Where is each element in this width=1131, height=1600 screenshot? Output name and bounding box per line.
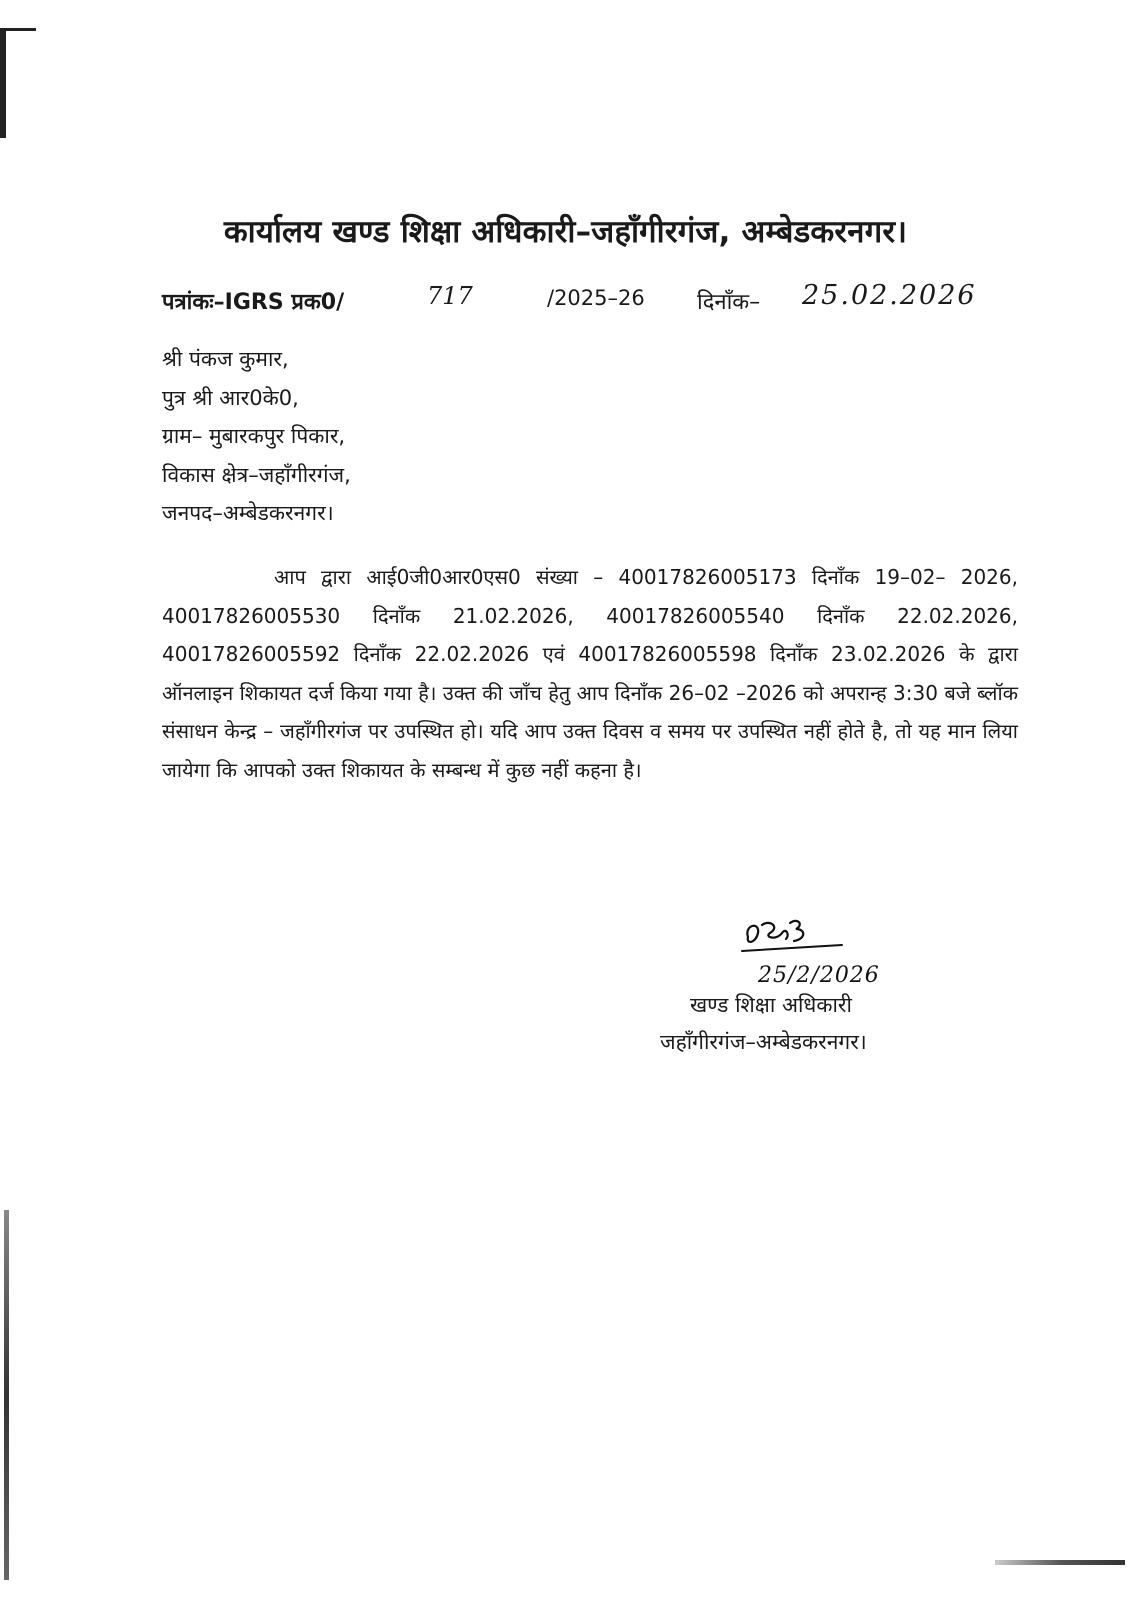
office-heading: कार्यालय खण्ड शिक्षा अधिकारी–जहाँगीरगंज, अम्बेडकरनगर। xyxy=(223,214,908,250)
date-label: दिनाँक– xyxy=(697,290,761,315)
scan-edge-mark xyxy=(4,1210,9,1580)
signatory-title: खण्ड शिक्षा अधिकारी xyxy=(690,993,852,1017)
address-line: ग्राम– मुबारकपुर पिकार, xyxy=(162,424,346,448)
signatory-place: जहाँगीरगंज–अम्बेडकरनगर। xyxy=(660,1030,867,1054)
reference-prefix: पत्रांकः–IGRS प्रक0/ xyxy=(162,290,345,315)
scan-corner-mark xyxy=(0,28,36,41)
address-line: जनपद–अम्बेडकरनगर। xyxy=(162,501,334,525)
letter-date: 25.02.2026 xyxy=(802,280,977,311)
scan-edge-mark xyxy=(995,1560,1125,1565)
address-line: श्री पंकज कुमार, xyxy=(162,347,289,371)
body-text: आप द्वारा आई0जी0आर0एस0 संख्या – 40017826005173 दिनाँक 19–02– 2026, 40017826005530 दिनाँक 21.02.2026, 40017826005540 दिनाँक 22.02.2026, 40017826005592 दिनाँक 22.02.2026 एवं 40017826005598 दिनाँक 23.02.2026 के द्वारा ऑनलाइन शिकायत दर्ज किया गया है। उक्त की जाँच हेतु आप दिनाँक 26–02 –2026 को अपरान्ह 3:30 बजे ब्लॉक संसाधन केन्द्र – जहाँगीरगंज पर उपस्थित हो। यदि आप उक्त दिवस व समय पर उपस्थित नहीं होते है, तो यह मान लिया जायेगा कि आपको उक्त शिकायत के सम्बन्ध में कुछ नहीं कहना है। xyxy=(162,565,1018,782)
address-line: विकास क्षेत्र–जहाँगीरगंज, xyxy=(162,462,351,487)
signature-date: 25/2/2026 xyxy=(758,963,880,988)
signature-block xyxy=(640,915,1020,1065)
reference-year: /2025–26 xyxy=(547,286,645,310)
body-paragraph xyxy=(162,558,1018,789)
recipient-address xyxy=(162,340,351,533)
scan-edge-mark xyxy=(0,28,6,138)
address-line: पुत्र श्री आर0के0, xyxy=(162,385,299,410)
reference-number: 717 xyxy=(427,282,473,310)
reference-line xyxy=(162,280,1022,326)
